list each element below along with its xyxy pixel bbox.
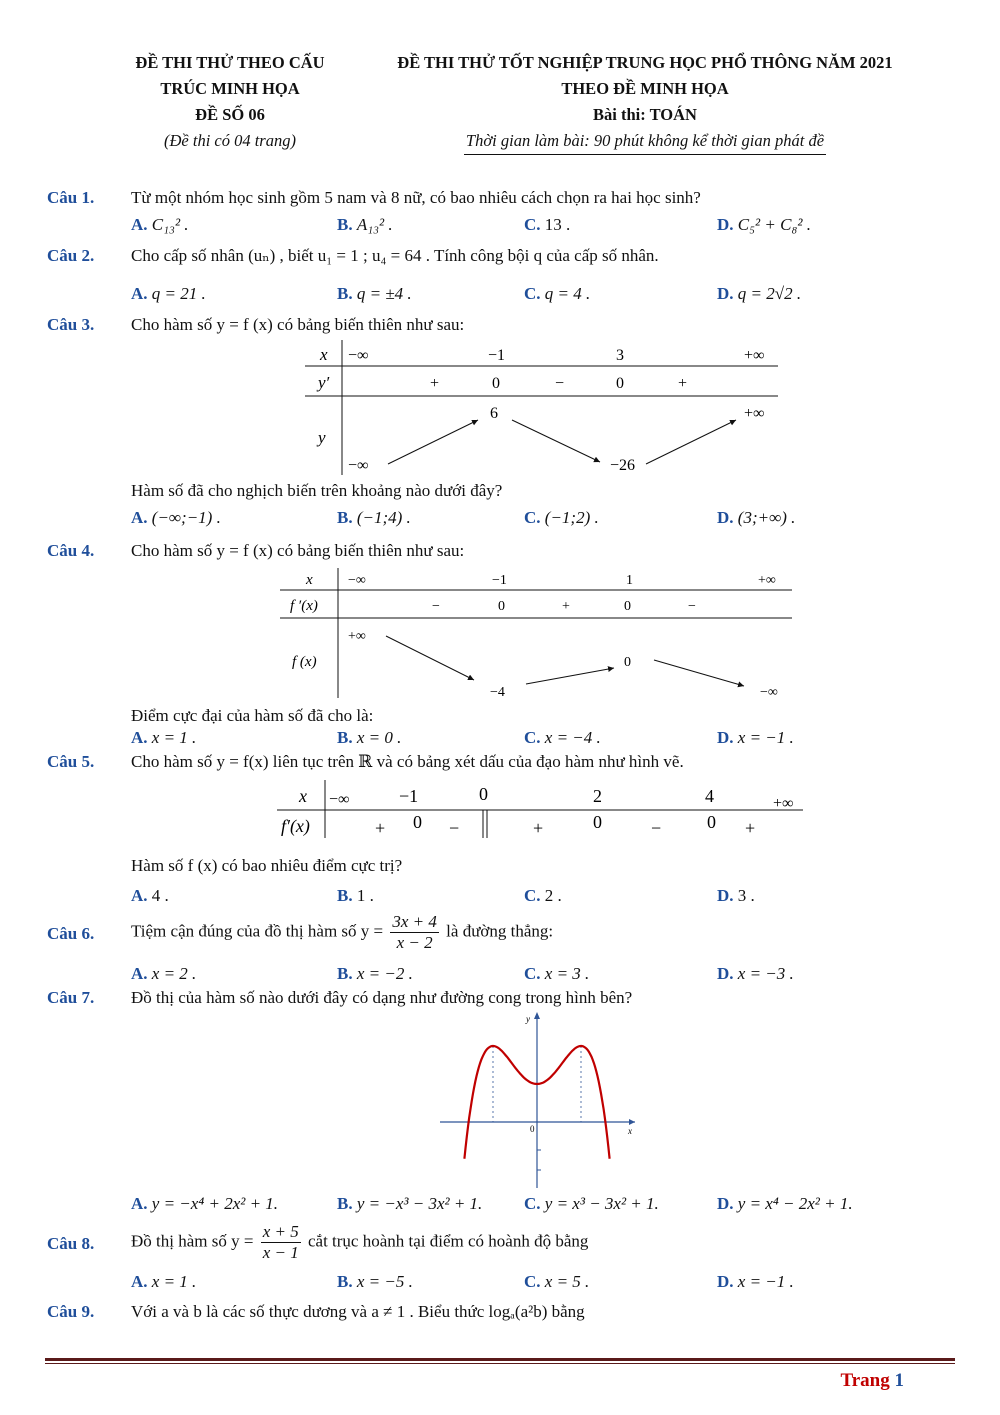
- option-c: q = 4 .: [544, 284, 591, 303]
- option-a: C₁₃² .: [151, 215, 189, 234]
- tbl-y-label: y: [318, 428, 326, 447]
- option-c-label: C.: [524, 964, 541, 983]
- option-d-label: D.: [717, 215, 734, 234]
- variation-table-q3: [300, 340, 780, 480]
- option-d: x = −1 .: [737, 1272, 794, 1291]
- tbl-sign4: −: [651, 818, 662, 838]
- tbl-v3: 0: [624, 655, 631, 670]
- option-c: x = −4 .: [544, 728, 601, 747]
- header-right-line4: Thời gian làm bài: 90 phút không kể thời gian phát đề: [464, 128, 826, 155]
- tbl-x5: 4: [705, 786, 714, 806]
- question-text-post: là đường thẳng:: [446, 921, 554, 941]
- option-c: (−1;2) .: [544, 508, 599, 527]
- tbl-x3: 1: [626, 573, 633, 588]
- question-7-opts: [47, 1194, 960, 1224]
- option-c: 13 .: [544, 215, 571, 234]
- option-a: (−∞;−1) .: [151, 508, 221, 527]
- option-d: x = −3 .: [737, 964, 794, 983]
- header-right: [360, 50, 930, 155]
- option-a-label: A.: [131, 964, 148, 983]
- option-c-label: C.: [524, 886, 541, 905]
- option-a: x = 1 .: [151, 1272, 197, 1291]
- tbl-x1: −∞: [348, 347, 369, 364]
- option-b: (−1;4) .: [356, 508, 411, 527]
- tbl-sign1: −: [432, 599, 440, 614]
- option-d-label: D.: [717, 964, 734, 983]
- tbl-v2: 6: [490, 405, 498, 422]
- question-label: Câu 2.: [47, 246, 95, 265]
- fraction: [390, 912, 439, 953]
- header-left: [100, 50, 360, 154]
- page-number: [840, 1370, 904, 1392]
- question-5: [47, 752, 960, 782]
- question-text: Cho hàm số y = f(x) liên tục trên ℝ và có bảng xét dấu của đạo hàm như hình vẽ.: [131, 752, 684, 771]
- tbl-f-label: f (x): [292, 654, 317, 670]
- tbl-fp-label: f′(x): [281, 816, 310, 836]
- tbl-x3: 0: [479, 784, 488, 804]
- question-text: Điểm cực đại của hàm số đã cho là:: [131, 706, 374, 725]
- question-text: Đồ thị hàm số y =: [131, 1231, 254, 1251]
- question-label: Câu 1.: [47, 188, 95, 207]
- question-text: Hàm số đã cho nghịch biến trên khoảng nào dưới đây?: [131, 481, 503, 500]
- tbl-zero1: 0: [492, 375, 500, 392]
- option-a-label: A.: [131, 886, 148, 905]
- tbl-x4: +∞: [758, 573, 776, 588]
- option-c-label: C.: [524, 215, 541, 234]
- origin-label: 0: [530, 1124, 535, 1134]
- page-label: Trang: [840, 1370, 890, 1391]
- tbl-sign3: +: [533, 818, 544, 838]
- option-c-label: C.: [524, 1194, 541, 1213]
- tbl-v1: −∞: [348, 457, 369, 474]
- page-number-value: 1: [894, 1370, 904, 1391]
- tbl-zero2: 0: [624, 599, 631, 614]
- y-axis-label: y: [526, 1014, 530, 1024]
- tbl-x4: 2: [593, 786, 602, 806]
- question-text: Với a và b là các số thực dương và a ≠ 1 . Biểu thức logₐ(a²b) bằng: [131, 1302, 585, 1321]
- question-text: Hàm số f (x) có bao nhiêu điểm cực trị?: [131, 856, 403, 875]
- tbl-zero1: 0: [498, 599, 505, 614]
- tbl-v2: −4: [490, 685, 505, 700]
- option-c: x = 3 .: [544, 964, 590, 983]
- arrow-up: [646, 420, 736, 464]
- option-a-label: A.: [131, 284, 148, 303]
- option-a-label: A.: [131, 215, 148, 234]
- question-1: [47, 188, 960, 248]
- tbl-v4: +∞: [744, 405, 765, 422]
- arrow-down: [512, 420, 600, 462]
- tbl-x-label: x: [299, 786, 307, 806]
- option-d-label: D.: [717, 1272, 734, 1291]
- question-4-sub: [47, 706, 960, 756]
- question-label: Câu 6.: [47, 924, 95, 943]
- question-text: Cho hàm số y = f (x) có bảng biến thiên như sau:: [131, 541, 465, 560]
- tbl-sign5: +: [745, 818, 756, 838]
- tbl-sign1: +: [375, 818, 386, 838]
- option-b-label: B.: [337, 215, 353, 234]
- footer-rule: [45, 1358, 955, 1361]
- question-5-sub: [47, 856, 960, 916]
- question-2: [47, 246, 960, 306]
- fraction-denominator: x − 1: [262, 1243, 299, 1262]
- tbl-zero3: 0: [593, 812, 602, 832]
- option-d: q = 2√2 .: [737, 284, 802, 303]
- option-a: y = −x⁴ + 2x² + 1.: [151, 1194, 279, 1213]
- option-a-label: A.: [131, 1272, 148, 1291]
- tbl-x-label: x: [306, 572, 313, 588]
- option-c: y = x³ − 3x² + 1.: [544, 1194, 659, 1213]
- option-b: 1 .: [356, 886, 374, 905]
- fraction-numerator: x + 5: [262, 1222, 299, 1241]
- option-b-label: B.: [337, 1272, 353, 1291]
- header-left-line3: ĐỀ SỐ 06: [195, 105, 265, 124]
- option-a: 4 .: [151, 886, 169, 905]
- header-left-line4: (Đề thi có 04 trang): [164, 131, 296, 150]
- option-d-label: D.: [717, 1194, 734, 1213]
- footer-rule-thin: [45, 1363, 955, 1364]
- question-text: Từ một nhóm học sinh gồm 5 nam và 8 nữ, có bao nhiêu cách chọn ra hai học sinh?: [131, 188, 701, 207]
- option-a: x = 2 .: [151, 964, 197, 983]
- arrow-down: [386, 636, 474, 680]
- x-axis-label: x: [628, 1126, 632, 1136]
- tbl-x3: 3: [616, 347, 624, 364]
- question-9: [47, 1302, 960, 1332]
- option-d: 3 .: [737, 886, 755, 905]
- question-text: Đồ thị của hàm số nào dưới đây có dạng như đường cong trong hình bên?: [131, 988, 633, 1007]
- question-8: [47, 1222, 960, 1297]
- tbl-x-label: x: [320, 345, 328, 364]
- option-a: q = 21 .: [151, 284, 206, 303]
- question-text: Tiệm cận đúng của đồ thị hàm số y =: [131, 921, 384, 941]
- option-a-label: A.: [131, 1194, 148, 1213]
- tbl-sign1: +: [430, 375, 440, 392]
- option-c: x = 5 .: [544, 1272, 590, 1291]
- arrow-up: [526, 668, 614, 684]
- question-label: Câu 9.: [47, 1302, 95, 1321]
- header-left-line1: ĐỀ THI THỬ THEO CẤU: [135, 53, 325, 72]
- option-c-label: C.: [524, 508, 541, 527]
- question-4: [47, 541, 960, 571]
- tbl-v1: +∞: [348, 629, 366, 644]
- tbl-sign2: −: [555, 375, 565, 392]
- tbl-zero1: 0: [413, 812, 422, 832]
- option-b: y = −x³ − 3x² + 1.: [356, 1194, 483, 1213]
- question-label: Câu 7.: [47, 988, 95, 1007]
- option-d: x = −1 .: [737, 728, 794, 747]
- question-text: Cho hàm số y = f (x) có bảng biến thiên như sau:: [131, 315, 465, 334]
- tbl-zero4: 0: [707, 812, 716, 832]
- tbl-sign3: −: [688, 599, 696, 614]
- variation-table-q4: [278, 568, 794, 700]
- fraction: [261, 1222, 301, 1263]
- question-label: Câu 5.: [47, 752, 95, 771]
- tbl-x2: −1: [492, 573, 507, 588]
- tbl-x1: −∞: [348, 573, 366, 588]
- option-d-label: D.: [717, 284, 734, 303]
- fraction-numerator: 3x + 4: [392, 912, 437, 931]
- tbl-x6: +∞: [773, 795, 794, 812]
- option-a-label: A.: [131, 728, 148, 747]
- arrow-up: [388, 420, 478, 464]
- option-b-label: B.: [337, 284, 353, 303]
- tbl-zero2: 0: [616, 375, 624, 392]
- option-b-label: B.: [337, 964, 353, 983]
- option-a-label: A.: [131, 508, 148, 527]
- tbl-fp-label: f ′(x): [290, 598, 318, 614]
- tbl-x4: +∞: [744, 347, 765, 364]
- option-d: C₅² + C₈² .: [737, 215, 811, 234]
- option-c-label: C.: [524, 728, 541, 747]
- option-b-label: B.: [337, 1194, 353, 1213]
- option-b: x = −5 .: [356, 1272, 413, 1291]
- tbl-v3: −26: [610, 457, 636, 474]
- question-label: Câu 8.: [47, 1234, 95, 1253]
- question-label: Câu 4.: [47, 541, 95, 560]
- option-b: x = −2 .: [356, 964, 413, 983]
- option-d: (3;+∞) .: [737, 508, 796, 527]
- option-d-label: D.: [717, 728, 734, 747]
- tbl-x2: −1: [399, 786, 419, 806]
- header-right-line3: Bài thi: TOÁN: [593, 105, 697, 124]
- tbl-x2: −1: [488, 347, 506, 364]
- tbl-yp-label: y′: [318, 373, 330, 392]
- header-right-line2: THEO ĐỀ MINH HỌA: [561, 79, 729, 98]
- tbl-x1: −∞: [329, 791, 350, 808]
- option-a: x = 1 .: [151, 728, 197, 747]
- header-left-line2: TRÚC MINH HỌA: [160, 79, 300, 98]
- function-graph: [440, 1010, 640, 1190]
- question-6: [47, 912, 960, 982]
- option-c: 2 .: [544, 886, 562, 905]
- option-b: x = 0 .: [356, 728, 402, 747]
- option-d-label: D.: [717, 508, 734, 527]
- sign-table-q5: [275, 780, 805, 842]
- option-d: y = x⁴ − 2x² + 1.: [737, 1194, 853, 1213]
- option-c-label: C.: [524, 284, 541, 303]
- option-d-label: D.: [717, 886, 734, 905]
- option-c-label: C.: [524, 1272, 541, 1291]
- option-b-label: B.: [337, 728, 353, 747]
- tbl-sign2: +: [562, 599, 570, 614]
- question-3-sub: [47, 481, 960, 541]
- question-text: Cho cấp số nhân (uₙ) , biết u₁ = 1 ; u₄ = 64 . Tính công bội q của cấp số nhân.: [131, 246, 659, 265]
- option-b: q = ±4 .: [356, 284, 412, 303]
- fraction-denominator: x − 2: [396, 933, 433, 952]
- option-b-label: B.: [337, 886, 353, 905]
- tbl-sign3: +: [678, 375, 688, 392]
- option-b: A₁₃² .: [356, 215, 393, 234]
- option-b-label: B.: [337, 508, 353, 527]
- tbl-sign2: −: [449, 818, 460, 838]
- tbl-v4: −∞: [760, 685, 778, 700]
- arrow-down: [654, 660, 744, 686]
- question-text-post: cắt trục hoành tại điểm có hoành độ bằng: [307, 1231, 589, 1251]
- question-label: Câu 3.: [47, 315, 95, 334]
- header-right-line1: ĐỀ THI THỬ TỐT NGHIỆP TRUNG HỌC PHỔ THÔNG NĂM 2021: [397, 53, 893, 72]
